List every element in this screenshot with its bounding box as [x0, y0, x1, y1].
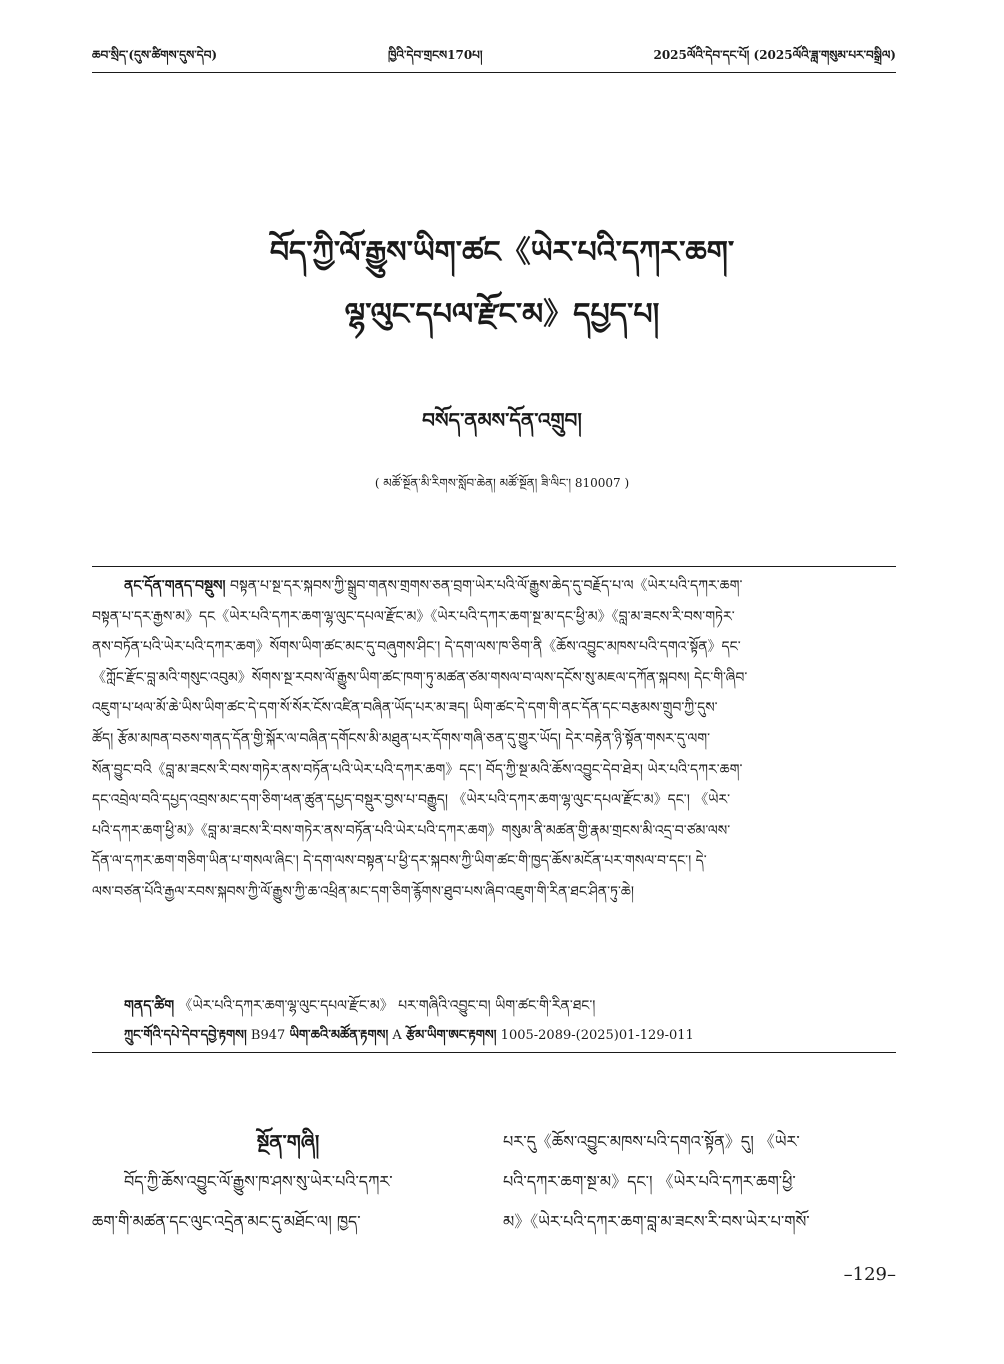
- abstract: [92, 571, 896, 908]
- abstract-line: པའི་དཀར་ཆག་ཕྱི་མ》《བླ་མ་ཟངས་རི་བས་གཏེར་ནས་བཏོན་པའི་ཡེར་པའི་དཀར་ཆག》གསུམ་ནི་མཚན་གྱི་རྣམ་གྲངས་མི་འདྲ་བ་ཙམ་ལས་: [92, 822, 731, 839]
- abstract-top-rule: [92, 566, 896, 567]
- abstract-line: འཇུག་པ་ཕལ་མོ་ཆེ་ཡིས་ཡིག་ཚང་དེ་དག་སོ་སོར་ངོས་འཛིན་བཞིན་ཡོད་པར་མ་ཟད། ཡིག་ཚང་དེ་དག་གི་ནང་དོན་དང་བརྩམས་གྲུབ་ཀྱི་དུས་: [92, 700, 718, 717]
- body-line: མ》《ཡེར་པའི་དཀར་ཆག་བླ་མ་ཟངས་རི་བས་ཡེར་པ་གསོ་: [503, 1212, 810, 1231]
- abstract-line: དོན་ལ་དཀར་ཆག་གཅིག་ཡིན་པ་གསལ་ཞིང་། དེ་དག་ལས་བསྟན་པ་ཕྱི་དར་སྐབས་ཀྱི་ཡིག་ཚང་གི་ཁྱད་ཆོས་མངོན་པར་གསལ་བ་དང་། དེ་: [92, 853, 707, 870]
- abstract-line: བསྟན་པ་དར་རྒྱས་མ》དང《ཡེར་པའི་དཀར་ཆག་ལྷ་ལུང་དཔལ་རྫོང་མ》《ཡེར་པའི་དཀར་ཆག་སྔ་མ་དང་ཕྱི་མ》《བླ་མ་ཟངས་རི་བས་གཏེར་: [92, 608, 735, 625]
- title-line-1: བོད་ཀྱི་ལོ་རྒྱུས་ཡིག་ཚང《ཡེར་པའི་དཀར་ཆག་: [269, 235, 735, 270]
- page-number: –129–: [843, 1264, 896, 1285]
- body-line: པར་དུ《ཆོས་འབྱུང་མཁས་པའི་དགའ་སྟོན》དུ། 《ཡེར་: [503, 1132, 800, 1151]
- abstract-line: ནས་བཏོན་པའི་ཡེར་པའི་དཀར་ཆག》སོགས་ཡིག་ཚང་མང་དུ་བཞུགས་ཤིང་། དེ་དག་ལས་ཁ་ཅིག་ནི《ཆོས་འབྱུང་མཁས་པའི་དགའ་སྟོན》དང་: [92, 639, 741, 656]
- title-line-2: ལྷ་ལུང་དཔལ་རྫོང་མ》དཔྱད་པ།: [344, 297, 660, 332]
- abstract-label: ནང་དོན་གནད་བསྡུས།: [124, 578, 226, 594]
- running-header: [92, 48, 896, 70]
- article-number-label: རྩོམ་ཡིག་ཨང་རྟགས།: [405, 1028, 497, 1043]
- keywords-text: 《ཡེར་པའི་དཀར་ཆག་ལྷ་ལུང་དཔལ་རྫོང་མ》 པར་གཞིའི་འབྱུང་བ། ཡིག་ཚང་གི་རིན་ཐང་།: [174, 998, 596, 1014]
- body-line: བོད་ཀྱི་ཆོས་འབྱུང་ལོ་རྒྱུས་ཁ་ཤས་སུ་ཡེར་པའི་དཀར་: [124, 1172, 393, 1191]
- article-title: [120, 222, 884, 346]
- abstract-line: སོན་བྱུང་བའི《བླ་མ་ཟངས་རི་བས་གཏེར་ནས་བཏོན་པའི་ཡེར་པའི་དཀར་ཆག》དང་། བོད་ཀྱི་སྔ་མའི་ཆོས་འབྱུང་དེབ་ཐེར། ཡེར་པའི་དཀར་ཆག་: [92, 761, 743, 778]
- body-line: པའི་དཀར་ཆག་སྔ་མ》དང་། 《ཡེར་པའི་དཀར་ཆག་ཕྱི་: [503, 1172, 796, 1191]
- author-name: བསོད་ནམས་དོན་འགྲུབ།: [422, 408, 582, 432]
- clc-value: B947: [250, 1028, 286, 1043]
- author-affiliation: ( མཚོ་སྔོན་མི་རིགས་སློབ་ཆེན། མཚོ་སྔོན། ཟི་ལིང་། 810007 ): [374, 476, 630, 490]
- body-column-right: [503, 1122, 895, 1242]
- abstract-line: ལས་བཙན་པོའི་རྒྱལ་རབས་སྐབས་ཀྱི་ལོ་རྒྱུས་ཀྱི་ཆ་འཕྲིན་མང་དག་ཅིག་རྙོགས་ཐུབ་པས་ཞིབ་འཇུག་གི་རིན་ཐང་ཤིན་ཏུ་ཆེ།: [92, 883, 635, 900]
- abstract-line: ཚོད། རྩོམ་མཁན་བཅས་གནད་དོན་གྱི་སྐོར་ལ་བཞིན་དགོངས་མི་མཐུན་པར་དོགས་གཞི་ཅན་དུ་གྱུར་ཡོད། དེར་བརྟེན་ཉི་སྟོན་གསར་དུ་ལག་: [92, 730, 711, 747]
- keywords-label: གནད་ཚིག: [124, 998, 175, 1014]
- article-number-value: 1005-2089-(2025)01-129-011: [500, 1028, 694, 1043]
- doc-code-value: A: [392, 1028, 402, 1043]
- abstract-bottom-rule: [92, 1052, 896, 1053]
- clc-label: ཀྲུང་གོའི་དཔེ་དེབ་དབྱེ་རྟགས།: [124, 1028, 247, 1043]
- header-volume-info: 2025ལོའི་དེབ་དང་པོ། (2025ལོའི་ཟླ་གསུམ་པར་བསྒྲིལ): [653, 48, 896, 62]
- header-issue-number: ཁྱིའི་དེབ་གྲངས170པ།: [388, 48, 483, 62]
- section-heading: སྔོན་གཞི།: [256, 1130, 320, 1154]
- abstract-line: ནང་དོན་གནད་བསྡུས། བསྟན་པ་སྔ་དར་སྐབས་ཀྱི་སྒྲུབ་གནས་གྲགས་ཅན་བྲག་ཡེར་པའི་ལོ་རྒྱུས་ཆེད་དུ་བརྗོད་པ་ལ《ཡེར་པའི་དཀར་ཆག་: [124, 578, 743, 594]
- body-column-left: [92, 1122, 484, 1242]
- abstract-line: 《ཀློང་རྫོང་བླ་མའི་གསུང་འབུམ》སོགས་སྔ་རབས་ལོ་རྒྱུས་ཡིག་ཚང་ཁག་ཏུ་མཚན་ཙམ་གསལ་བ་ལས་དངོས་སུ་མཇལ་དཀོན་སྐབས། དེང་གི་ཞིབ་: [92, 669, 748, 686]
- body-line: ཆག་གི་མཚན་དང་ལུང་འདྲེན་མང་དུ་མཐོང་ལ། ཁྱད་: [92, 1212, 361, 1231]
- doc-code-label: ཡིག་ཆའི་མཚོན་རྟགས།: [289, 1028, 389, 1043]
- header-rule: [92, 72, 896, 73]
- header-journal-name: ཆབ་སྲིད་(དུས་ཚིགས་དུས་དེབ): [92, 48, 218, 62]
- abstract-line: དང་འབྲེལ་བའི་དཔྱད་འབྲས་མང་དག་ཅིག་ཕན་ཚུན་དཔྱད་བསྡུར་བྱས་པ་བརྒྱུད། 《ཡེར་པའི་དཀར་ཆག་ལྷ་ལུང་དཔལ་རྫོང་མ》དང་། 《ཡེར་: [92, 792, 731, 809]
